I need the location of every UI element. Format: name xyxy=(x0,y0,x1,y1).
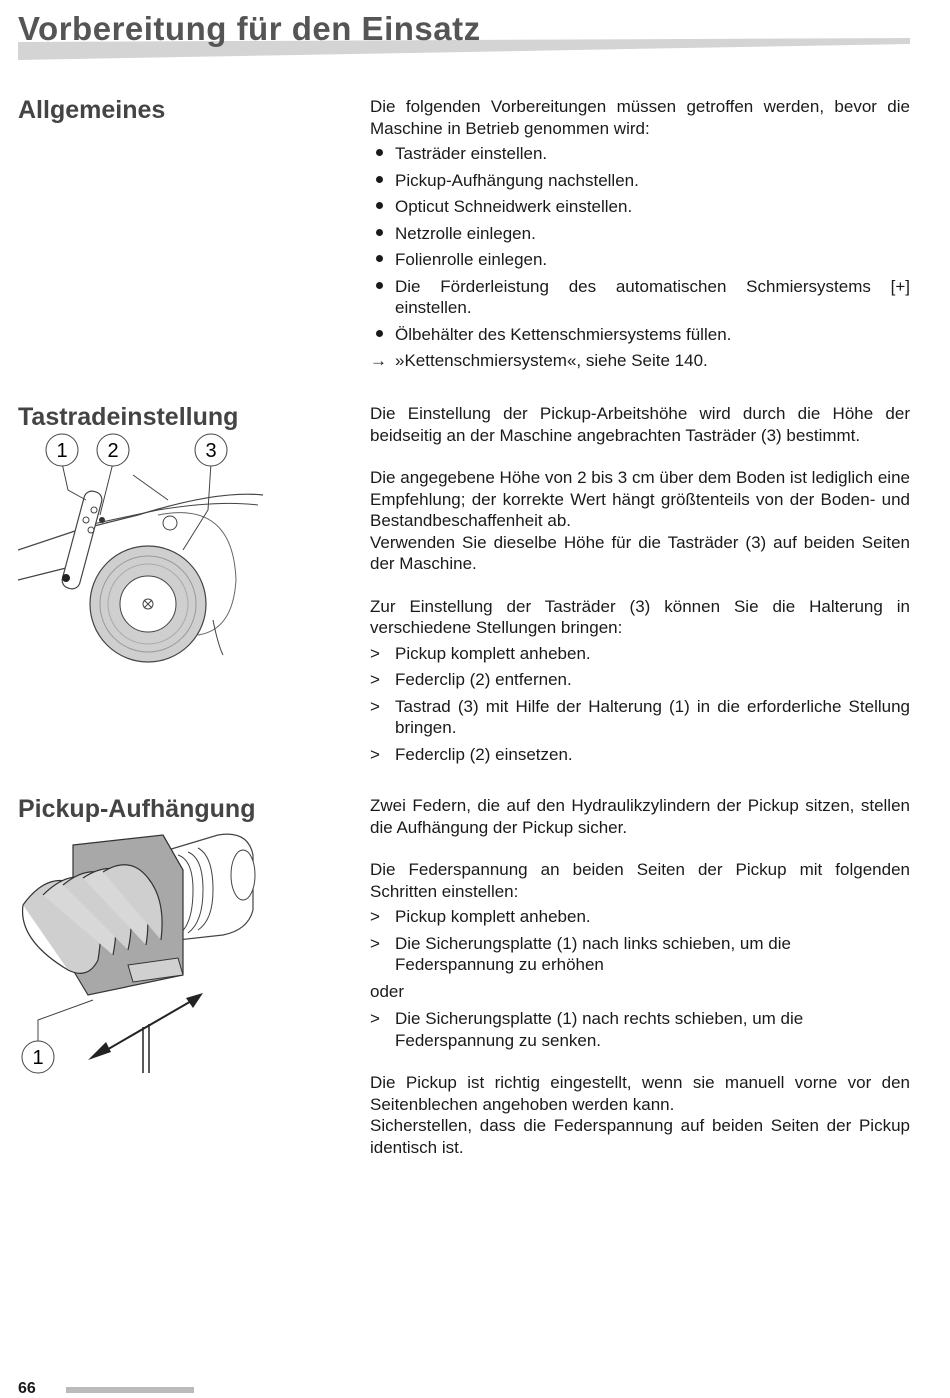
oder-text: oder xyxy=(370,981,405,1001)
callout-1: 1 xyxy=(56,440,68,462)
list-item: Tasträder einstellen. xyxy=(395,144,548,163)
page-title: Vorbereitung für den Einsatz xyxy=(18,10,481,47)
pickup-paragraph: Die Federspannung an beiden Seiten der Pickup mit folgenden Schritten einstellen: xyxy=(370,860,910,901)
heading-allgemeines: Allgemeines xyxy=(18,96,166,124)
heading-pickup-aufhaengung: Pickup-Aufhängung xyxy=(18,795,256,823)
preparation-list xyxy=(370,143,910,345)
list-item: > Die Sicherungsplatte (1) nach rechts schieben, um die Federspannung zu senken. xyxy=(370,1009,804,1050)
list-item: Die Förderleistung des automatischen Schmiersystems [+] einstellen. xyxy=(395,276,910,317)
list-item: > Federclip (2) entfernen. xyxy=(370,670,572,689)
pickup-paragraph: Zwei Federn, die auf den Hydraulikzylindern der Pickup sitzen, stellen die Aufhängung der Pickup sicher. xyxy=(370,796,910,837)
pickup-paragraph: Die Pickup ist richtig eingestellt, wenn sie manuell vorne vor den Seitenblechen angehoben werden kann. xyxy=(370,1073,910,1114)
callout-2: 2 xyxy=(107,440,119,462)
tastrad-paragraph: Die Einstellung der Pickup-Arbeitshöhe wird durch die Höhe der beidseitig an der Maschine angebrachten Tasträder (3) bestimmt. xyxy=(370,404,910,445)
tastrad-paragraph: Zur Einstellung der Tasträder (3) können Sie die Halterung in verschiedene Stellungen bringen: xyxy=(370,596,910,637)
list-item: Ölbehälter des Kettenschmiersystems füllen. xyxy=(395,324,732,344)
allgemeines-body xyxy=(370,96,910,372)
cross-reference xyxy=(370,350,910,372)
list-item: > Tastrad (3) mit Hilfe der Halterung (1) in die erforderliche Stellung bringen. xyxy=(370,696,910,737)
pickup-paragraph: Sicherstellen, dass die Federspannung auf beiden Seiten der Pickup identisch ist. xyxy=(370,1116,910,1157)
gauge-wheel-illustration xyxy=(18,430,268,670)
list-item: > Federclip (2) einsetzen. xyxy=(370,744,573,764)
arrow-right-icon: → xyxy=(370,351,387,370)
tastrad-paragraph: Die angegebene Höhe von 2 bis 3 cm über dem Boden ist lediglich eine Empfehlung; der korrekte Wert hängt größtenteils von der Boden- und Bestandbeschaffenheit ab. xyxy=(370,468,910,530)
heading-tastradeinstellung: Tastradeinstellung xyxy=(18,403,239,431)
list-item: Netzrolle einlegen. xyxy=(395,223,536,243)
list-item: Opticut Schneidwerk einstellen. xyxy=(395,197,633,216)
footer-bar xyxy=(66,1387,194,1393)
tastrad-paragraph: Verwenden Sie dieselbe Höhe für die Tasträder (3) auf beiden Seiten der Maschine. xyxy=(370,532,910,573)
pickup-suspension-illustration xyxy=(18,830,258,1080)
list-item: > Die Sicherungsplatte (1) nach links schieben, um die Federspannung zu erhöhen xyxy=(370,933,791,974)
cross-reference-link[interactable]: »Kettenschmiersystem«, siehe Seite 140. xyxy=(395,351,708,370)
pickup-steps xyxy=(370,906,910,976)
pickup-steps-alt xyxy=(370,1008,910,1051)
tastrad-steps xyxy=(370,643,910,766)
callout-3: 3 xyxy=(205,440,217,462)
list-item: > Pickup komplett anheben. xyxy=(370,907,591,926)
tastrad-body xyxy=(370,403,910,770)
pickup-body xyxy=(370,795,910,1158)
list-item: > Pickup komplett anheben. xyxy=(370,643,591,663)
list-item: Pickup-Aufhängung nachstellen. xyxy=(395,170,639,190)
list-item: Folienrolle einlegen. xyxy=(395,250,548,269)
callout-1: 1 xyxy=(32,1047,44,1069)
allgemeines-intro: Die folgenden Vorbereitungen müssen getroffen werden, bevor die Maschine in Betrieb genommen wird: xyxy=(370,97,910,138)
page-number: 66 xyxy=(18,1380,36,1397)
